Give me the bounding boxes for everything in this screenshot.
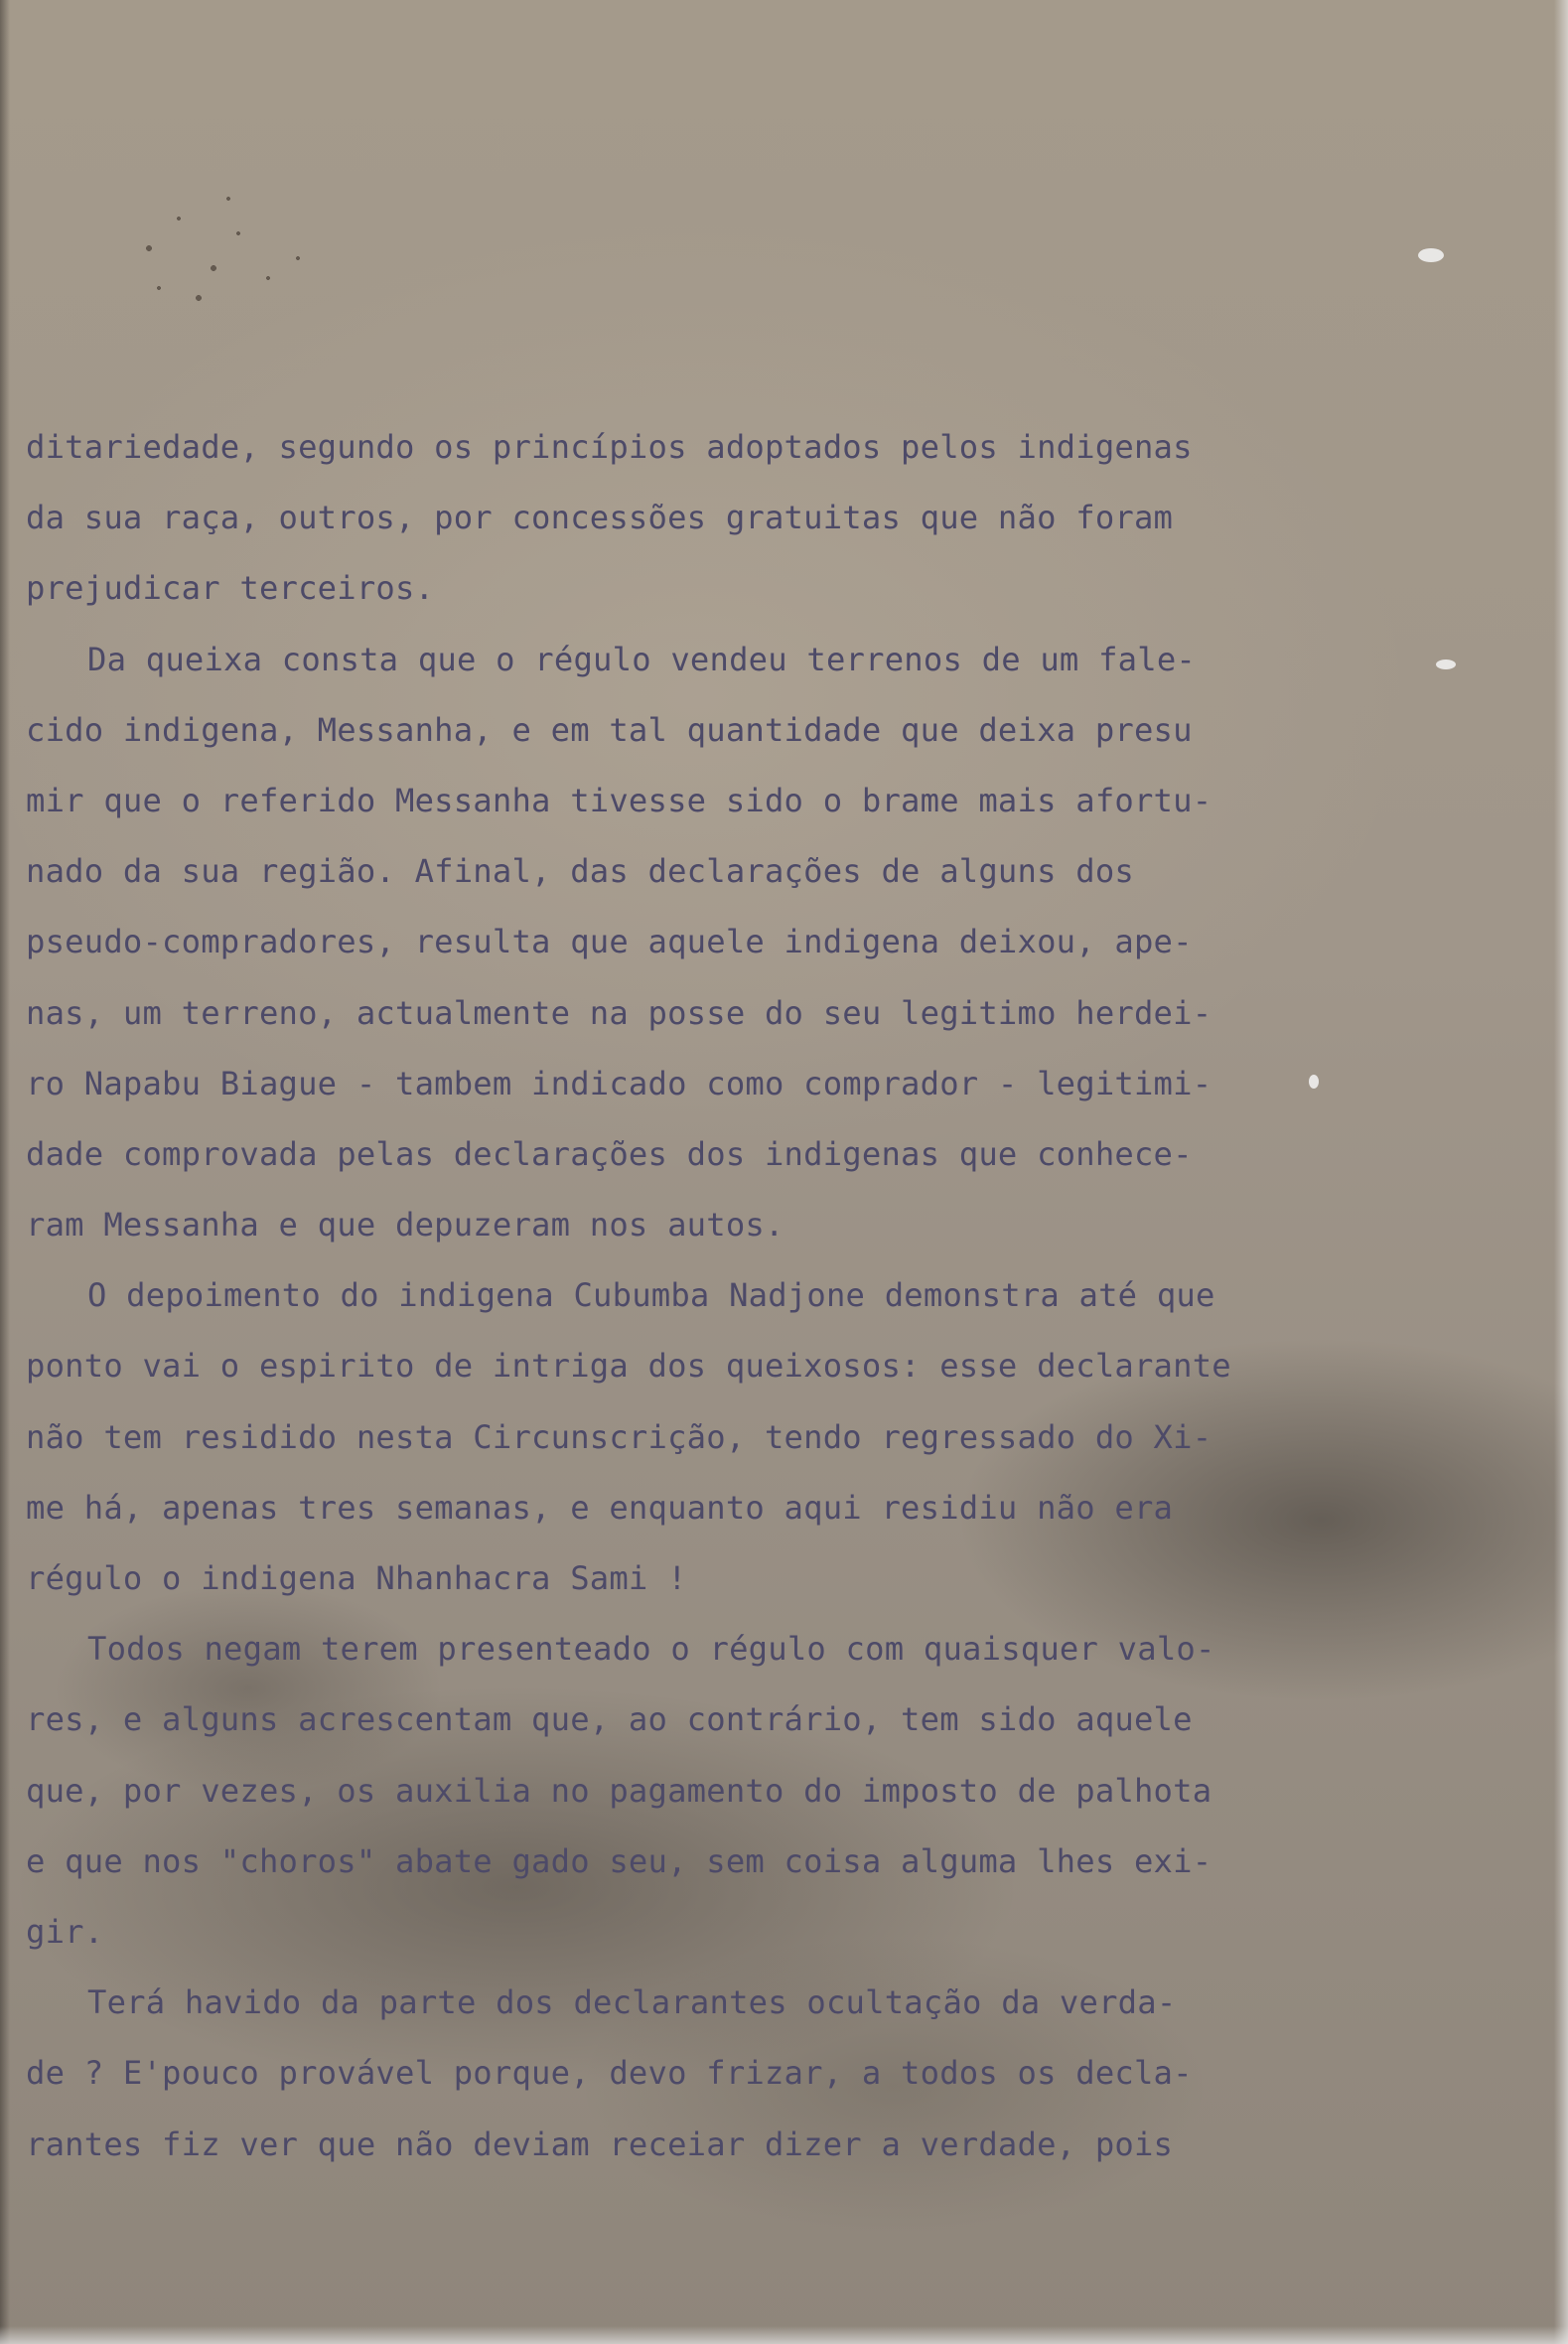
ink-speckles — [119, 179, 338, 338]
text-line: e que nos "choros" abate gado seu, sem coisa alguma lhes exi- — [26, 1841, 1212, 1880]
paper-hole — [1418, 248, 1444, 262]
text-line: ram Messanha e que depuzeram nos autos. — [26, 1206, 784, 1245]
paragraph-start-line: Da queixa consta que o régulo vendeu terrenos de um fale- — [87, 640, 1196, 678]
text-line: ro Napabu Biague - tambem indicado como comprador - legitimi- — [26, 1064, 1212, 1102]
paper-hole — [1436, 659, 1456, 669]
text-line: não tem residido nesta Circunscrição, tendo regressado do Xi- — [26, 1417, 1212, 1456]
text-line: me há, apenas tres semanas, e enquanto aqui residiu não era — [26, 1488, 1174, 1527]
typed-text-body — [26, 412, 1277, 2180]
text-line: nado da sua região. Afinal, das declarações de alguns dos — [26, 852, 1134, 891]
text-line: da sua raça, outros, por concessões gratuitas que não foram — [26, 499, 1174, 537]
text-line: que, por vezes, os auxilia no pagamento do imposto de palhota — [26, 1771, 1212, 1810]
paragraph-start-line: O depoimento do indigena Cubumba Nadjone demonstra até que — [87, 1276, 1215, 1315]
text-line: res, e alguns acrescentam que, ao contrário, tem sido aquele — [26, 1700, 1193, 1739]
page-edge-shadow — [0, 0, 10, 2344]
text-line: rantes fiz ver que não deviam receiar dizer a verdade, pois — [26, 2124, 1174, 2163]
text-line: pseudo-compradores, resulta que aquele indigena deixou, ape- — [26, 923, 1193, 961]
text-line: dade comprovada pelas declarações dos indigenas que conhece- — [26, 1134, 1193, 1173]
page-bottom-edge — [0, 2326, 1568, 2344]
paragraph-start-line: Terá havido da parte dos declarantes ocultação da verda- — [87, 1983, 1177, 2022]
text-line: ditariedade, segundo os princípios adoptados pelos indigenas — [26, 428, 1193, 466]
text-line: gir. — [26, 1912, 104, 1951]
text-line: de ? E'pouco provável porque, devo frizar, a todos os decla- — [26, 2054, 1193, 2093]
paper-hole — [1309, 1075, 1319, 1089]
text-line: ponto vai o espirito de intriga dos queixosos: esse declarante — [26, 1347, 1231, 1386]
text-line: cido indigena, Messanha, e em tal quantidade que deixa presu — [26, 710, 1193, 749]
text-line: prejudicar terceiros. — [26, 569, 435, 608]
text-line: régulo o indigena Nhanhacra Sami ! — [26, 1559, 687, 1597]
paragraph-start-line: Todos negam terem presenteado o régulo com quaisquer valo- — [87, 1630, 1215, 1669]
page-edge-highlight — [1554, 0, 1568, 2344]
text-line: nas, um terreno, actualmente na posse do seu legitimo herdei- — [26, 993, 1212, 1032]
text-line: mir que o referido Messanha tivesse sido o brame mais afortu- — [26, 781, 1212, 819]
